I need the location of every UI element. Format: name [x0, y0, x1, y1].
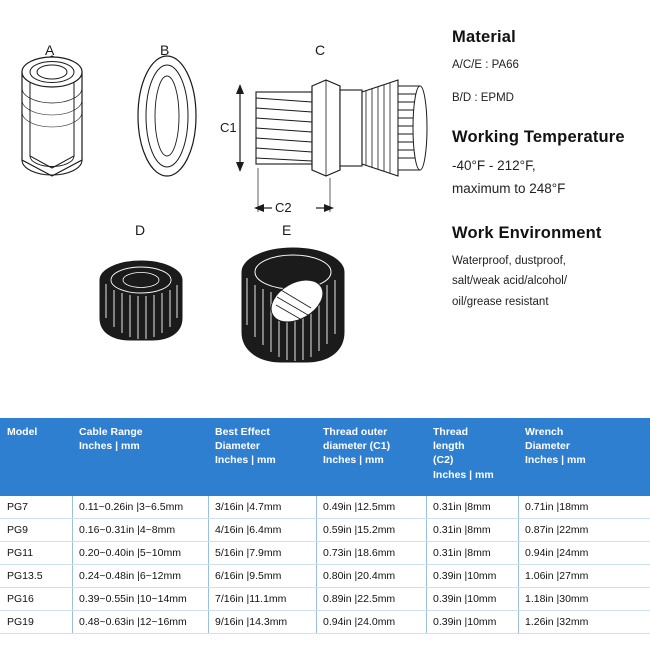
header-line: Best Effect — [215, 426, 270, 438]
dimension-label-c2: C2 — [275, 200, 292, 215]
header-line: length — [433, 440, 465, 453]
header-line: Inches | mm — [215, 454, 276, 467]
part-c-drawing — [256, 80, 427, 176]
dimension-c1 — [236, 84, 244, 172]
environment-line-2: salt/weak acid/alcohol/ — [452, 275, 568, 288]
header-line: (C2) — [433, 454, 454, 467]
cell-thread-outer-diameter: 0.80in |20.4mm — [317, 565, 427, 588]
header-line: diameter (C1) — [323, 440, 391, 453]
part-b-drawing — [138, 56, 196, 176]
spec-table-head — [1, 419, 650, 496]
table-row — [1, 542, 650, 565]
part-a-drawing — [22, 56, 82, 176]
cell-cable-range: 0.20~0.40in |5~10mm — [73, 542, 209, 565]
table-row — [1, 611, 650, 634]
cell-best-effect-diameter: 6/16in |9.5mm — [209, 565, 317, 588]
cell-wrench-diameter: 0.71in |18mm — [519, 496, 650, 519]
cell-thread-length: 0.31in |8mm — [427, 542, 519, 565]
table-header-cell-2 — [209, 419, 317, 496]
part-e-drawing — [242, 248, 344, 362]
cell-cable-range: 0.16~0.31in |4~8mm — [73, 519, 209, 542]
material-spacer — [452, 78, 648, 90]
cell-best-effect-diameter: 4/16in |6.4mm — [209, 519, 317, 542]
header-line: Thread — [433, 426, 469, 438]
cell-best-effect-diameter: 3/16in |4.7mm — [209, 496, 317, 519]
temperature-heading: Working Temperature — [452, 128, 625, 147]
header-line: Inches | mm — [79, 440, 140, 453]
material-heading: Material — [452, 28, 516, 46]
cell-wrench-diameter: 1.26in |32mm — [519, 611, 650, 634]
part-label-a: A — [45, 42, 55, 58]
cell-thread-outer-diameter: 0.73in |18.6mm — [317, 542, 427, 565]
material-line-1: A/C/E : PA66 — [452, 59, 519, 71]
cell-best-effect-diameter: 9/16in |14.3mm — [209, 611, 317, 634]
table-header-cell-5 — [519, 419, 650, 496]
spec-table — [0, 418, 650, 634]
table-row — [1, 496, 650, 519]
table-header-cell-1 — [73, 419, 209, 496]
temperature-block — [452, 128, 648, 197]
cell-best-effect-diameter: 5/16in |7.9mm — [209, 542, 317, 565]
cell-wrench-diameter: 0.94in |24mm — [519, 542, 650, 565]
table-row — [1, 519, 650, 542]
cell-model: PG13.5 — [1, 565, 73, 588]
environment-line-1: Waterproof, dustproof, — [452, 254, 566, 267]
header-line: Inches | mm — [433, 468, 494, 481]
part-label-b: B — [160, 42, 170, 58]
table-header-cell-3 — [317, 419, 427, 496]
table-row — [1, 565, 650, 588]
cell-thread-length: 0.39in |10mm — [427, 588, 519, 611]
cell-thread-length: 0.39in |10mm — [427, 611, 519, 634]
cell-cable-range: 0.11~0.26in |3~6.5mm — [73, 496, 209, 519]
cell-thread-outer-diameter: 0.94in |24.0mm — [317, 611, 427, 634]
dimension-label-c1: C1 — [220, 120, 237, 135]
header-line: Cable Range — [79, 426, 143, 438]
cell-model: PG19 — [1, 611, 73, 634]
cell-cable-range: 0.48~0.63in |12~16mm — [73, 611, 209, 634]
temperature-line-1: -40°F - 212°F, — [452, 158, 536, 174]
part-label-c: C — [315, 42, 326, 58]
cell-cable-range: 0.39~0.55in |10~14mm — [73, 588, 209, 611]
material-block — [452, 28, 648, 106]
product-diagram — [0, 0, 445, 400]
cell-model: PG9 — [1, 519, 73, 542]
table-header-cell-0 — [1, 419, 73, 496]
spec-table-wrapper — [0, 418, 650, 634]
header-line: Thread outer — [323, 426, 388, 438]
table-row — [1, 588, 650, 611]
cell-thread-length: 0.31in |8mm — [427, 496, 519, 519]
part-label-d: D — [135, 222, 146, 238]
cell-best-effect-diameter: 7/16in |11.1mm — [209, 588, 317, 611]
cell-cable-range: 0.24~0.48in |6~12mm — [73, 565, 209, 588]
table-header-cell-4 — [427, 419, 519, 496]
environment-heading: Work Environment — [452, 223, 602, 242]
cell-thread-length: 0.31in |8mm — [427, 519, 519, 542]
environment-line-3: oil/grease resistant — [452, 296, 549, 309]
spec-table-body — [1, 496, 650, 634]
material-line-2: B/D : EPMD — [452, 91, 514, 104]
header-line: Inches | mm — [525, 454, 586, 467]
part-label-e: E — [282, 222, 292, 238]
cell-model: PG16 — [1, 588, 73, 611]
specifications-panel — [452, 28, 648, 327]
temperature-line-2: maximum to 248°F — [452, 180, 566, 196]
cell-wrench-diameter: 1.06in |27mm — [519, 565, 650, 588]
cell-thread-outer-diameter: 0.49in |12.5mm — [317, 496, 427, 519]
table-header-row — [1, 419, 650, 496]
part-d-drawing — [100, 261, 182, 340]
cell-wrench-diameter: 0.87in |22mm — [519, 519, 650, 542]
cell-thread-outer-diameter: 0.89in |22.5mm — [317, 588, 427, 611]
cell-wrench-diameter: 1.18in |30mm — [519, 588, 650, 611]
cell-thread-length: 0.39in |10mm — [427, 565, 519, 588]
cell-model: PG7 — [1, 496, 73, 519]
diagram-svg — [0, 0, 445, 400]
header-line: Inches | mm — [323, 454, 384, 467]
cell-thread-outer-diameter: 0.59in |15.2mm — [317, 519, 427, 542]
header-line: Diameter — [525, 440, 570, 453]
header-line: Diameter — [215, 440, 260, 453]
header-line: Wrench — [525, 426, 564, 438]
header-line: Model — [7, 426, 38, 438]
cell-model: PG11 — [1, 542, 73, 565]
environment-block — [452, 224, 648, 311]
